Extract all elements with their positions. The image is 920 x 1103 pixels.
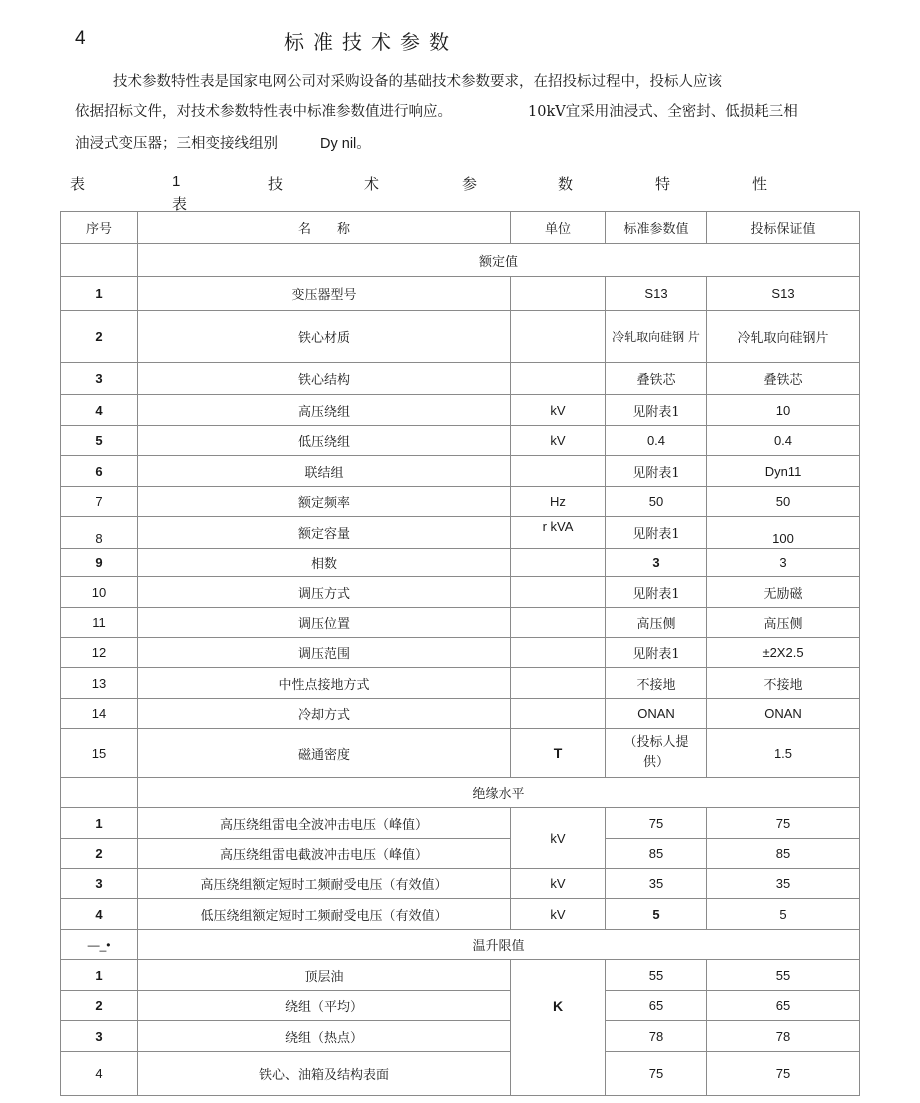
cell-std: 见附表1 (606, 577, 707, 608)
cell-bid: ±2X2.5 (707, 638, 860, 668)
cell-bid: 不接地 (707, 668, 860, 699)
cell-seq: 2 (61, 991, 138, 1021)
cell-seq: 10 (61, 577, 138, 608)
cell-seq: 5 (61, 426, 138, 456)
cell-seq: 12 (61, 638, 138, 668)
table-row (61, 991, 860, 1021)
cell-std: 0.4 (606, 426, 707, 456)
cell-name: 联结组 (138, 456, 511, 487)
cell-std: 78 (606, 1021, 707, 1052)
table-row (61, 699, 860, 729)
cell-unit (511, 960, 606, 1096)
cell-name: 相数 (138, 549, 511, 577)
cell-name: 冷却方式 (138, 699, 511, 729)
cell-std: 35 (606, 869, 707, 899)
cell-unit (511, 549, 606, 577)
cell-std: 冷轧取向硅钢 片 (606, 311, 707, 363)
intro-line-3a: 油浸式变压器；三相变接线组别 (75, 136, 278, 152)
cell-std-line2: 供） (642, 755, 669, 770)
section-insulation: 绝缘水平 (138, 778, 860, 808)
cell-std: 50 (606, 487, 707, 517)
cell-bid: 高压侧 (707, 608, 860, 638)
table-row (61, 456, 860, 487)
section-title: 标准技术参数 (284, 30, 458, 54)
cell-name: 低压绕组 (138, 426, 511, 456)
cell-name: 调压方式 (138, 577, 511, 608)
cell-name: 额定容量 (138, 517, 511, 549)
cell-unit: Hz (511, 487, 606, 517)
table-row (61, 729, 860, 778)
cell-unit: kV (511, 395, 606, 426)
cell-bid: 5 (707, 899, 860, 930)
table-row (61, 517, 860, 549)
caption-char: 术 (364, 175, 380, 193)
cell-bid: 75 (707, 808, 860, 839)
cell-seq: 13 (61, 668, 138, 699)
tech-params-table (60, 211, 860, 1096)
intro-line-2b: 10kV宜采用油浸式、全密封、低损耗三相 (528, 104, 798, 120)
cell-unit: kV (511, 869, 606, 899)
cell-bid: 50 (707, 487, 860, 517)
cell-std: 见附表1 (606, 395, 707, 426)
cell-name: 高压绕组雷电截波冲击电压（峰值） (138, 839, 511, 869)
table-row (61, 668, 860, 699)
header-seq: 序号 (61, 212, 138, 244)
cell-unit (511, 668, 606, 699)
cell-std-line1: （投标人提 (623, 735, 689, 750)
table-row (61, 608, 860, 638)
cell-seq-text: 8 (95, 531, 103, 546)
table-row (61, 277, 860, 311)
cell-name: 高压绕组雷电全波冲击电压（峰值） (138, 808, 511, 839)
cell-bid: 10 (707, 395, 860, 426)
table-row (61, 577, 860, 608)
section-row (61, 244, 860, 277)
cell-seq: 3 (61, 363, 138, 395)
cell-name: 顶层油 (138, 960, 511, 991)
table-row (61, 808, 860, 839)
section-number: 4 (75, 28, 86, 49)
temp-unit: K (552, 997, 564, 1014)
cell-bid: 85 (707, 839, 860, 869)
cell-name: 调压范围 (138, 638, 511, 668)
caption-char: 1 (172, 173, 181, 190)
cell-bid: Dyn11 (707, 456, 860, 487)
cell-name: 低压绕组额定短时工频耐受电压（有效值） (138, 899, 511, 930)
intro-line-1: 技术参数特性表是国家电网公司对采购设备的基础技术参数要求，在招投标过程中，投标人应该 (113, 74, 722, 90)
cell-std: 75 (606, 1052, 707, 1096)
cell-seq: —_• (61, 930, 138, 960)
cell-std (606, 729, 707, 778)
cell-seq: 6 (61, 456, 138, 487)
cell-bid: S13 (707, 277, 860, 311)
table-row (61, 487, 860, 517)
cell-std: ONAN (606, 699, 707, 729)
cell-std: 见附表1 (606, 456, 707, 487)
cell-name: 高压绕组额定短时工频耐受电压（有效值） (138, 869, 511, 899)
header-unit: 单位 (511, 212, 606, 244)
cell-bid: 叠铁芯 (707, 363, 860, 395)
cell-seq: 1 (61, 277, 138, 311)
cell-unit (511, 277, 606, 311)
cell-seq: 4 (61, 395, 138, 426)
cell-seq: 4 (61, 899, 138, 930)
cell-seq: 15 (61, 729, 138, 778)
caption-char: 数 (558, 175, 574, 193)
cell-unit (511, 363, 606, 395)
table-row (61, 395, 860, 426)
caption-char: 参 (462, 175, 478, 193)
table-row (61, 1052, 860, 1096)
caption-char: 表 (172, 195, 188, 213)
cell-std: 3 (606, 549, 707, 577)
cell-unit (511, 638, 606, 668)
intro-line-3b: Dy nil。 (320, 136, 371, 152)
cell-unit: T (511, 729, 606, 778)
cell-std: 见附表1 (606, 517, 707, 549)
cell-unit (511, 311, 606, 363)
cell-bid: 65 (707, 991, 860, 1021)
cell-bid: 3 (707, 549, 860, 577)
cell-unit: kV (511, 899, 606, 930)
cell-seq: 11 (61, 608, 138, 638)
cell-std: S13 (606, 277, 707, 311)
caption-char: 特 (655, 175, 671, 193)
cell-unit (511, 456, 606, 487)
section-row (61, 778, 860, 808)
caption-char: 性 (752, 175, 768, 193)
cell-std: 见附表1 (606, 638, 707, 668)
cell-std: 85 (606, 839, 707, 869)
cell-bid (707, 517, 860, 549)
cell-bid: 35 (707, 869, 860, 899)
header-bid-value: 投标保证值 (707, 212, 860, 244)
cell-seq: 3 (61, 869, 138, 899)
cell-seq: 3 (61, 1021, 138, 1052)
cell-bid: 1.5 (707, 729, 860, 778)
cell-std: 55 (606, 960, 707, 991)
cell-std: 不接地 (606, 668, 707, 699)
cell-name: 磁通密度 (138, 729, 511, 778)
table-row (61, 960, 860, 991)
table-row (61, 638, 860, 668)
cell-seq: 2 (61, 311, 138, 363)
cell-unit-text: r kVA (542, 519, 574, 534)
cell-seq: 1 (61, 808, 138, 839)
table-row (61, 311, 860, 363)
caption-char: 表 (70, 175, 86, 193)
section-row (61, 930, 860, 960)
caption-char: 技 (268, 175, 284, 193)
section-rated: 额定值 (138, 244, 860, 277)
cell-unit (511, 608, 606, 638)
cell-bid-text: 100 (772, 531, 794, 546)
cell-std: 65 (606, 991, 707, 1021)
header-name: 名 称 (138, 212, 511, 244)
cell-name: 绕组（热点） (138, 1021, 511, 1052)
cell-seq: 1 (61, 960, 138, 991)
cell-seq: 7 (61, 487, 138, 517)
cell-std: 5 (606, 899, 707, 930)
cell-unit: kV (511, 426, 606, 456)
empty-cell (61, 778, 138, 808)
table-row (61, 869, 860, 899)
cell-bid: 78 (707, 1021, 860, 1052)
cell-name: 变压器型号 (138, 277, 511, 311)
intro-line-2a: 依据招标文件，对技术参数特性表中标准参数值进行响应。 (75, 104, 452, 120)
cell-name: 铁心、油箱及结构表面 (138, 1052, 511, 1096)
cell-bid: 75 (707, 1052, 860, 1096)
cell-bid: 0.4 (707, 426, 860, 456)
cell-seq: 4 (61, 1052, 138, 1096)
cell-bid: 冷轧取向硅钢片 (707, 311, 860, 363)
cell-seq: 9 (61, 549, 138, 577)
cell-std: 75 (606, 808, 707, 839)
cell-bid: ONAN (707, 699, 860, 729)
table-row (61, 839, 860, 869)
cell-name: 调压位置 (138, 608, 511, 638)
cell-seq (61, 517, 138, 549)
cell-name: 高压绕组 (138, 395, 511, 426)
table-row (61, 1021, 860, 1052)
cell-seq: 2 (61, 839, 138, 869)
table-header-row (61, 212, 860, 244)
header-std-value: 标准参数值 (606, 212, 707, 244)
section-temp: 温升限值 (138, 930, 860, 960)
empty-cell (61, 244, 138, 277)
cell-unit (511, 699, 606, 729)
table-row (61, 363, 860, 395)
cell-name: 额定频率 (138, 487, 511, 517)
cell-std: 高压侧 (606, 608, 707, 638)
cell-bid: 无励磁 (707, 577, 860, 608)
cell-name: 铁心材质 (138, 311, 511, 363)
cell-name: 中性点接地方式 (138, 668, 511, 699)
table-row (61, 549, 860, 577)
cell-name: 绕组（平均） (138, 991, 511, 1021)
cell-unit (511, 517, 606, 549)
cell-unit (511, 577, 606, 608)
table-row (61, 899, 860, 930)
cell-name: 铁心结构 (138, 363, 511, 395)
cell-std: 叠铁芯 (606, 363, 707, 395)
cell-bid: 55 (707, 960, 860, 991)
table-row (61, 426, 860, 456)
cell-unit: kV (511, 808, 606, 869)
cell-seq: 14 (61, 699, 138, 729)
